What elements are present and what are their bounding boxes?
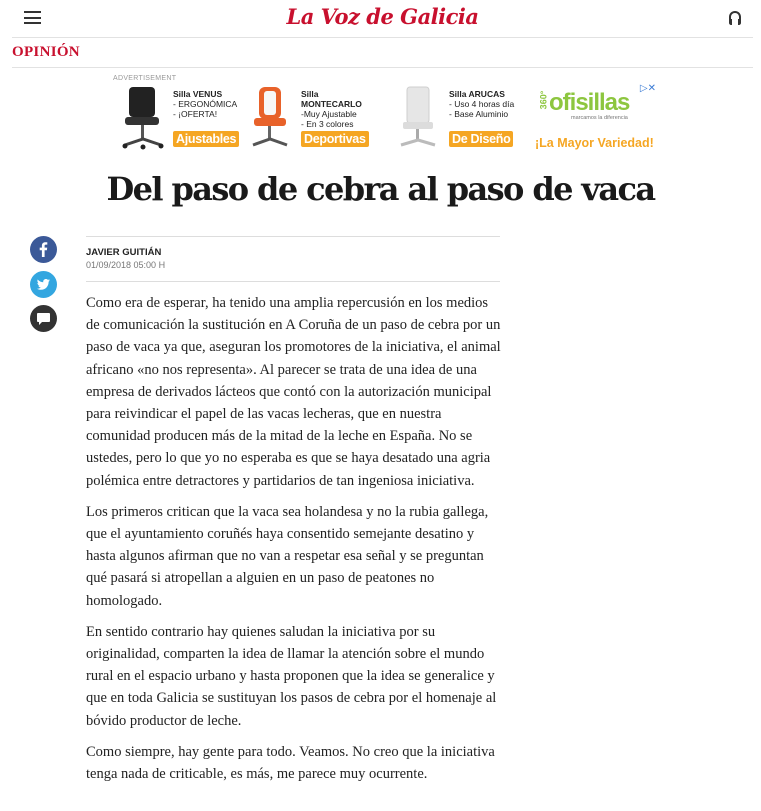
section-bar <box>12 38 753 68</box>
article-byline <box>86 236 500 282</box>
ad-brand-tagline: ¡La Mayor Variedad! <box>535 136 654 150</box>
comments-button[interactable] <box>30 305 57 332</box>
ad-product-feature: - Base Aluminio <box>449 109 509 119</box>
ad-label: ADVERTISEMENT <box>113 75 177 82</box>
top-navigation-bar <box>12 0 753 38</box>
ad-brand-subline: marcamos la diferencia <box>571 115 628 121</box>
ad-product-name: Silla MONTECARLO <box>301 89 362 109</box>
ad-brand-name: ofisillas <box>549 89 630 116</box>
ad-product-venus[interactable] <box>113 83 238 157</box>
publish-date: 01/09/2018 05:00 H <box>86 260 166 270</box>
ad-brand-prefix: 360° <box>538 90 549 110</box>
ad-product-badge: Deportivas <box>301 131 369 147</box>
ad-product-feature: - ERGONÓMICA <box>173 99 238 109</box>
ad-brand-ofisillas[interactable] <box>531 83 657 157</box>
author-name[interactable]: JAVIER GUITIÁN <box>86 247 162 258</box>
gaming-chair-image <box>245 85 297 151</box>
article-paragraph: Como siempre, hay gente para todo. Veamos. No creo que la iniciativa tenga nada de criticable, es más, me parece muy ocurrente. <box>86 743 495 783</box>
article-paragraph: Como era de esperar, ha tenido una amplia repercusión en los medios de comunicación la sustitución en A Coruña de un paso de cebra por un paso de vaca ya que, aseguran los promotores de la iniciativa, el animal africano «no nos representa». Al parecer se trata de una idea de una empresa de derivados lácteos que contó con la autorización municipal para reivindicar el papel de las vacas lecheras, que en nuestra comunidad producen más de la mitad de la leche en España. No se ustedes, pero lo que yo no esperaba es que se haya desatado una agria polémica entre detractores y partidarios de tan ingeniosa iniciativa. <box>86 295 501 489</box>
article-headline: Del paso de cebra al paso de vaca <box>106 170 655 208</box>
ad-product-name: Silla VENUS <box>173 89 223 99</box>
ad-choices-icon[interactable]: ▷✕ <box>639 83 656 94</box>
section-label-opinion[interactable]: OPINIÓN <box>12 44 80 60</box>
ad-product-badge: De Diseño <box>449 131 513 147</box>
ad-product-feature: - Uso 4 horas día <box>449 99 515 109</box>
design-chair-image <box>393 85 445 151</box>
ad-product-feature: - En 3 colores <box>301 119 354 129</box>
share-twitter-button[interactable] <box>30 271 57 298</box>
comment-icon <box>30 305 57 332</box>
office-chair-image <box>117 85 169 151</box>
advertisement-banner[interactable] <box>113 75 658 157</box>
ad-product-badge: Ajustables <box>173 131 239 147</box>
article-paragraph: Los primeros critican que la vaca sea holandesa y no la rubia gallega, que el ayuntamiento coruñés haya consentido semejante desatino y hasta algunos afirman que no van a respetar esa señal y se preguntan qué pasará si atropellan a alguien en un paso de peatones no homologado. <box>86 503 489 609</box>
article-body <box>86 292 504 794</box>
user-account-icon[interactable] <box>727 10 743 26</box>
site-logo[interactable]: La Voz de Galicia <box>286 4 479 29</box>
ad-product-feature: - ¡OFERTA! <box>173 109 218 119</box>
facebook-icon <box>30 236 57 263</box>
article-paragraph: En sentido contrario hay quienes saludan la iniciativa por su originalidad, comparten la idea de llamar la atención sobre el mundo rural en el espacio urbano y hasta proponen que la idea se generalice y que en toda Galicia se sustituyan los pasos de cebra por el homenaje al bóvido productor de leche. <box>86 623 497 729</box>
share-facebook-button[interactable] <box>30 236 57 263</box>
ad-product-feature: -Muy Ajustable <box>301 109 357 119</box>
ad-product-arucas[interactable] <box>389 83 529 157</box>
twitter-icon <box>30 271 57 298</box>
ad-product-montecarlo[interactable] <box>241 83 381 157</box>
ad-product-name: Silla ARUCAS <box>449 89 505 99</box>
